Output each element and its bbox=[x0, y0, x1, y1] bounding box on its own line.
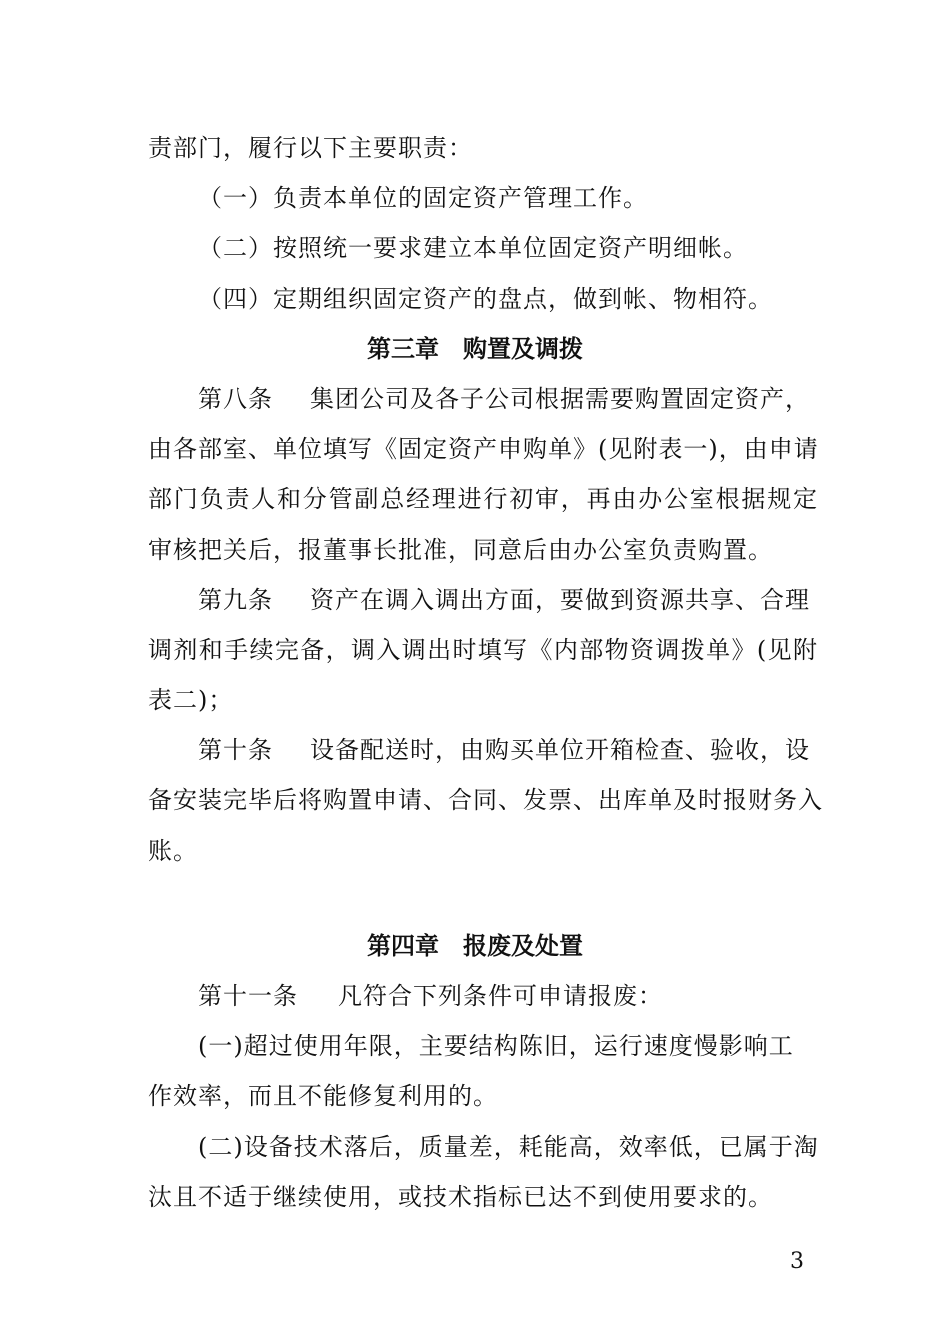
article-8-number: 第八条 bbox=[198, 385, 273, 413]
article-10-line-3: 账。 bbox=[148, 837, 198, 865]
article-10-line-2: 备安装完毕后将购置申请、合同、发票、出库单及时报财务入 bbox=[148, 786, 823, 814]
article-8-line-3: 部门负责人和分管副总经理进行初审，再由办公室根据规定 bbox=[148, 485, 818, 513]
scrap-condition-1-line-1: (一)超过使用年限，主要结构陈旧，运行速度慢影响工 bbox=[198, 1032, 794, 1060]
article-11-number: 第十一条 bbox=[198, 982, 298, 1010]
duty-item-4: （四）定期组织固定资产的盘点，做到帐、物相符。 bbox=[198, 285, 773, 313]
article-8-line-2: 由各部室、单位填写《固定资产申购单》(见附表一)，由申请 bbox=[148, 435, 819, 463]
article-9-line-3: 表二)； bbox=[148, 686, 234, 714]
article-8-line-4: 审核把关后，报董事长批准，同意后由办公室负责购置。 bbox=[148, 536, 773, 564]
article-10-text: 设备配送时，由购买单位开箱检查、验收，设 bbox=[310, 736, 810, 764]
article-10-first-line bbox=[198, 735, 868, 765]
article-9-text: 资产在调入调出方面，要做到资源共享、合理 bbox=[310, 586, 810, 614]
article-11-first-line bbox=[198, 981, 868, 1011]
article-9-first-line bbox=[198, 585, 868, 615]
article-8-first-line bbox=[198, 384, 868, 414]
chapter-4-heading: 第四章 报废及处置 bbox=[367, 932, 583, 960]
page-number: 3 bbox=[790, 1249, 804, 1274]
chapter-3-heading: 第三章 购置及调拨 bbox=[367, 335, 583, 363]
article-10-number: 第十条 bbox=[198, 736, 273, 764]
paragraph-line: 责部门，履行以下主要职责： bbox=[148, 134, 473, 162]
scrap-condition-1-line-2: 作效率，而且不能修复利用的。 bbox=[148, 1082, 498, 1110]
scrap-condition-2-line-2: 汰且不适于继续使用，或技术指标已达不到使用要求的。 bbox=[148, 1183, 773, 1211]
article-9-line-2: 调剂和手续完备，调入调出时填写《内部物资调拨单》(见附 bbox=[148, 636, 818, 664]
scrap-condition-2-line-1: (二)设备技术落后，质量差，耗能高，效率低，已属于淘 bbox=[198, 1133, 819, 1161]
duty-item-1: （一）负责本单位的固定资产管理工作。 bbox=[198, 184, 648, 212]
article-8-text: 集团公司及各子公司根据需要购置固定资产， bbox=[310, 385, 810, 413]
article-9-number: 第九条 bbox=[198, 586, 273, 614]
article-11-text: 凡符合下列条件可申请报废： bbox=[338, 982, 663, 1010]
duty-item-2: （二）按照统一要求建立本单位固定资产明细帐。 bbox=[198, 234, 748, 262]
